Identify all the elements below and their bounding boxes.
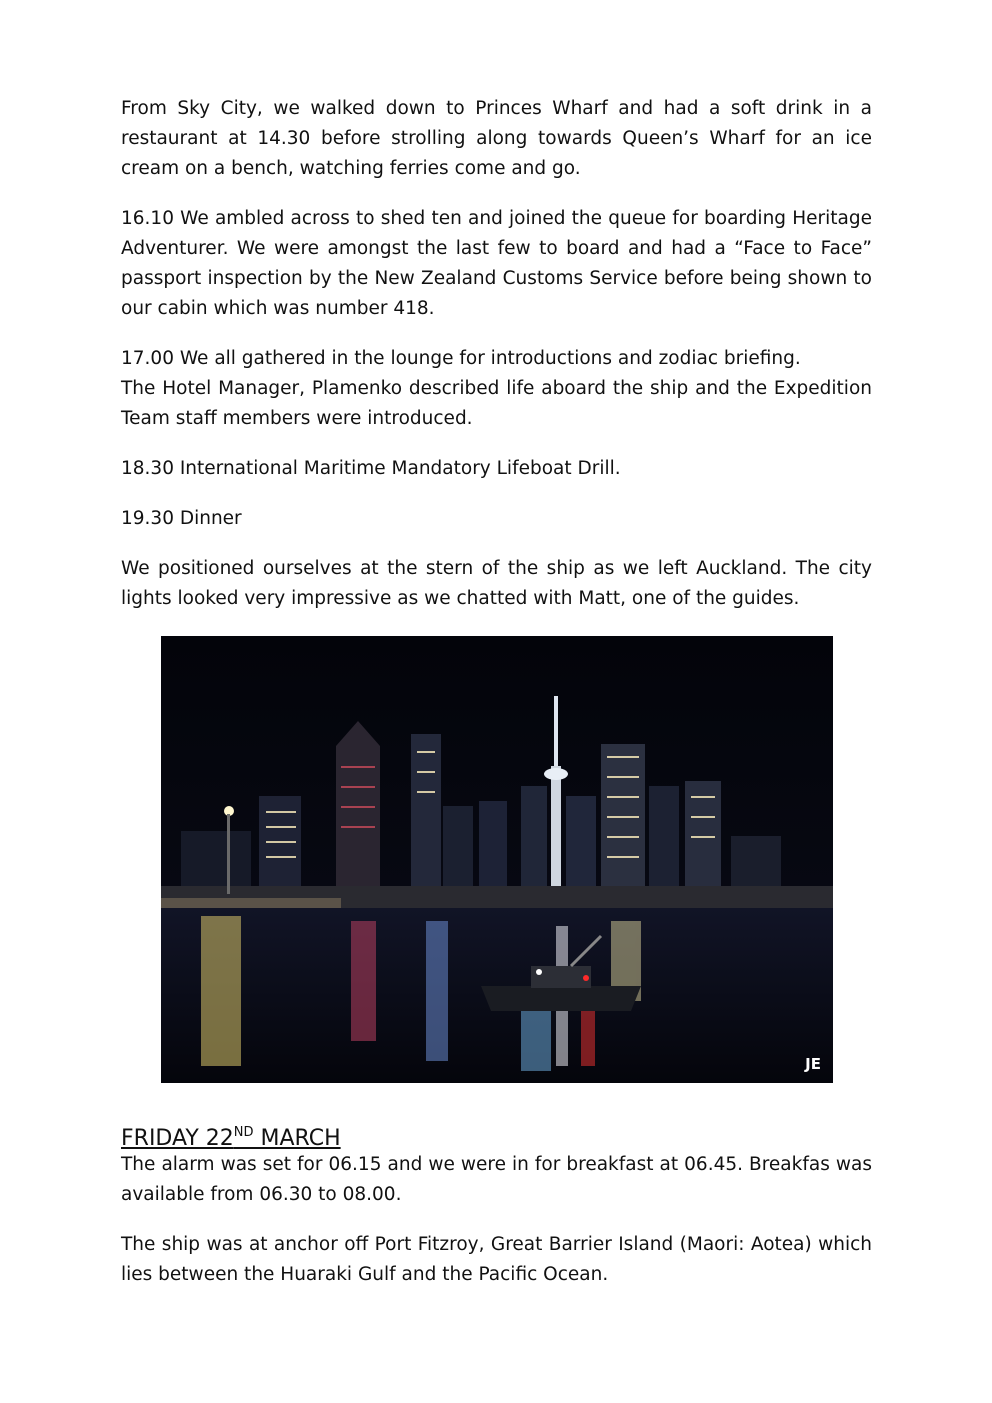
paragraph-briefing-line-2: The Hotel Manager, Plamenko described life aboard the ship and the Expedition Team staff members were introduced.	[121, 378, 872, 429]
paragraph-sky-city: From Sky City, we walked down to Princes Wharf and had a soft drink in a restaurant at 14.30 before strolling along towards Queen’s Wharf for an ice cream on a bench, watching ferries come and go.	[121, 98, 872, 179]
heading-month-text: MARCH	[253, 1126, 341, 1151]
paragraph-dinner: 19.30 Dinner	[121, 508, 242, 529]
section-heading-friday	[121, 1118, 341, 1154]
paragraph-boarding: 16.10 We ambled across to shed ten and joined the queue for boarding Heritage Adventurer. We were amongst the last few to board and had a “Face to Face” passport inspection by the New Zealand Customs Service before being shown to our cabin which was number 418.	[121, 208, 872, 319]
paragraph-port-fitzroy: The ship was at anchor off Port Fitzroy, Great Barrier Island (Maori: Aotea) which lies between the Huaraki Gulf and the Pacific Ocean.	[121, 1234, 872, 1285]
paragraph-briefing	[121, 344, 872, 434]
paragraph-lifeboat-drill: 18.30 International Maritime Mandatory Lifeboat Drill.	[121, 458, 621, 479]
heading-ordinal-suffix: ND	[233, 1125, 254, 1140]
paragraph-breakfast: The alarm was set for 06.15 and we were in for breakfast at 06.45. Breakfas was available from 06.30 to 08.00.	[121, 1154, 872, 1205]
photo-credit: JE	[805, 1055, 821, 1073]
city-skyline-illustration	[161, 636, 833, 1083]
auckland-night-photo	[161, 636, 833, 1083]
document-page	[121, 94, 872, 1285]
paragraph-leaving-auckland: We positioned ourselves at the stern of the ship as we left Auckland. The city lights looked very impressive as we chatted with Matt, one of the guides.	[121, 558, 872, 609]
heading-date-text: FRIDAY 22	[121, 1126, 234, 1151]
friday-section-body	[121, 1150, 872, 1290]
paragraph-briefing-line-1: 17.00 We all gathered in the lounge for introductions and zodiac briefing.	[121, 348, 801, 369]
